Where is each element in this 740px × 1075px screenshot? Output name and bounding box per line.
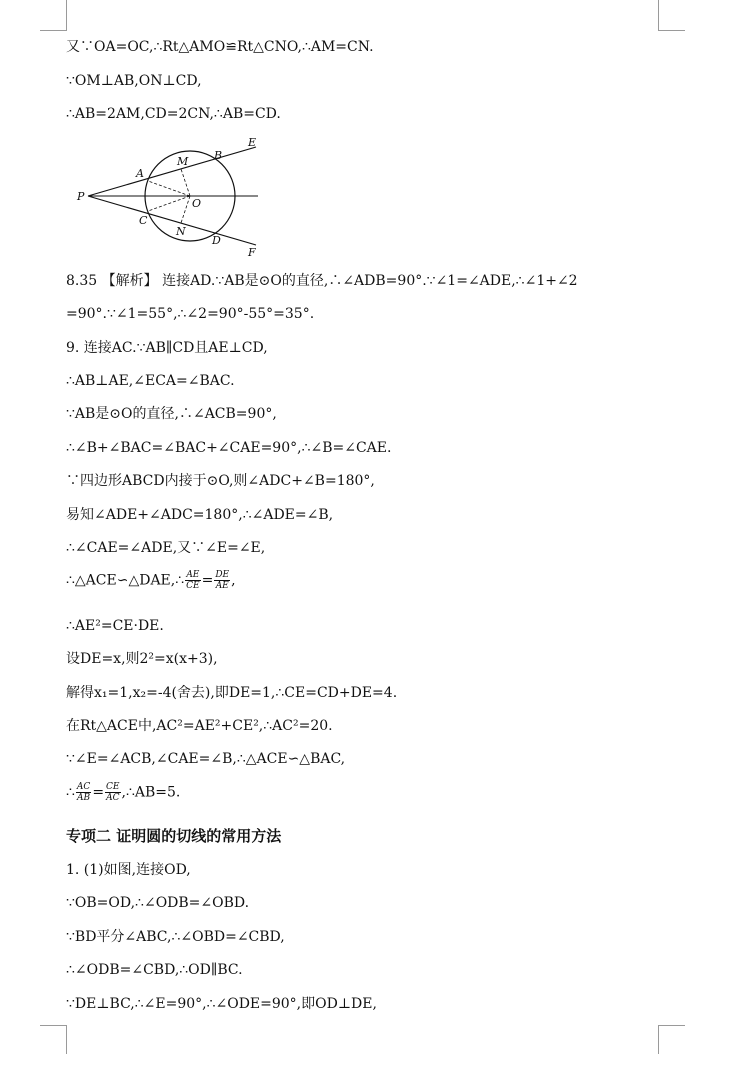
- text-line: 易知∠ADE+∠ADC=180°,∴∠ADE=∠B,: [66, 507, 334, 523]
- page-corner-mark-bottom-left: [40, 1025, 67, 1054]
- fraction-line-suffix: ,∴AB=5.: [121, 784, 181, 801]
- fraction-line: [66, 570, 236, 591]
- section-heading: 专项二 证明圆的切线的常用方法: [66, 827, 282, 845]
- text-line: ∴∠B+∠BAC=∠BAC+∠CAE=90°,∴∠B=∠CAE.: [66, 440, 392, 456]
- fraction: [185, 570, 200, 591]
- fraction-numerator: DE: [215, 570, 230, 580]
- fraction-denominator: AB: [77, 793, 91, 803]
- label-n: N: [176, 225, 186, 238]
- text-line: ∵BD平分∠ABC,∴∠OBD=∠CBD,: [66, 929, 285, 945]
- label-c: C: [139, 214, 148, 227]
- segment-oc: [148, 196, 190, 211]
- segment-om: [181, 169, 190, 196]
- text-line: 又∵OA=OC,∴Rt△AMO≌Rt△CNO,∴AM=CN.: [66, 39, 374, 55]
- page-corner-mark-bottom-right: [658, 1025, 685, 1054]
- text-line: ∵∠E=∠ACB,∠CAE=∠B,∴△ACE∽△BAC,: [66, 751, 346, 767]
- text-line: =90°.∵∠1=55°,∴∠2=90°-55°=35°.: [66, 306, 315, 322]
- segment-oa: [148, 181, 190, 196]
- label-d: D: [212, 234, 221, 247]
- fraction: [214, 570, 230, 591]
- text-line: ∵四边形ABCD内接于⊙O,则∠ADC+∠B=180°,: [66, 473, 375, 489]
- text-line: ∵AB是⊙O的直径,∴∠ACB=90°,: [66, 406, 277, 422]
- label-o: O: [192, 197, 202, 210]
- text-line: 解得x₁=1,x₂=-4(舍去),即DE=1,∴CE=CD+DE=4.: [66, 685, 398, 701]
- label-e: E: [248, 136, 257, 149]
- label-p: P: [77, 190, 85, 203]
- text-line: ∵OB=OD,∴∠ODB=∠OBD.: [66, 895, 250, 911]
- text-line: 9. 连接AC.∵AB∥CD且AE⊥CD,: [66, 340, 268, 356]
- fraction-numerator: AE: [186, 570, 200, 580]
- text-line: ∴∠CAE=∠ADE,又∵∠E=∠E,: [66, 540, 266, 556]
- label-m: M: [177, 155, 189, 168]
- text-line: ∴AB=2AM,CD=2CN,∴AB=CD.: [66, 106, 281, 122]
- fraction-numerator: CE: [106, 782, 120, 792]
- page-corner-mark-top-left: [40, 0, 67, 31]
- geometry-diagram: [68, 135, 268, 263]
- label-a: A: [136, 167, 144, 180]
- fraction-line-prefix: ∴△ACE∽△DAE,∴: [66, 572, 185, 589]
- fraction-line: [66, 782, 180, 803]
- fraction-line-suffix: ,: [231, 572, 236, 589]
- text-line: 1. (1)如图,连接OD,: [66, 862, 191, 878]
- text-line: ∴AE²=CE·DE.: [66, 618, 164, 634]
- fraction: [105, 782, 120, 803]
- text-line: 8.35 【解析】 连接AD.∵AB是⊙O的直径,∴∠ADB=90°.∵∠1=∠ADE,∴∠1+∠2: [66, 273, 578, 289]
- text-line: 在Rt△ACE中,AC²=AE²+CE²,∴AC²=20.: [66, 718, 333, 734]
- equals-sign: =: [201, 572, 214, 589]
- fraction-line-prefix: ∴: [66, 784, 75, 801]
- label-b: B: [214, 149, 223, 162]
- text-line: ∵OM⊥AB,ON⊥CD,: [66, 73, 202, 89]
- text-line: ∴AB⊥AE,∠ECA=∠BAC.: [66, 373, 235, 389]
- equals-sign: =: [92, 784, 105, 801]
- fraction-denominator: CE: [186, 581, 200, 591]
- text-line: 设DE=x,则2²=x(x+3),: [66, 651, 218, 667]
- text-line: ∴∠ODB=∠CBD,∴OD∥BC.: [66, 962, 243, 978]
- fraction: [76, 782, 91, 803]
- page-corner-mark-top-right: [658, 0, 685, 31]
- text-line: ∵DE⊥BC,∴∠E=90°,∴∠ODE=90°,即OD⊥DE,: [66, 996, 377, 1012]
- fraction-denominator: AC: [106, 793, 120, 803]
- fraction-numerator: AC: [76, 782, 91, 792]
- fraction-denominator: AE: [215, 581, 229, 591]
- label-f: F: [248, 246, 256, 259]
- segment-on: [181, 196, 190, 223]
